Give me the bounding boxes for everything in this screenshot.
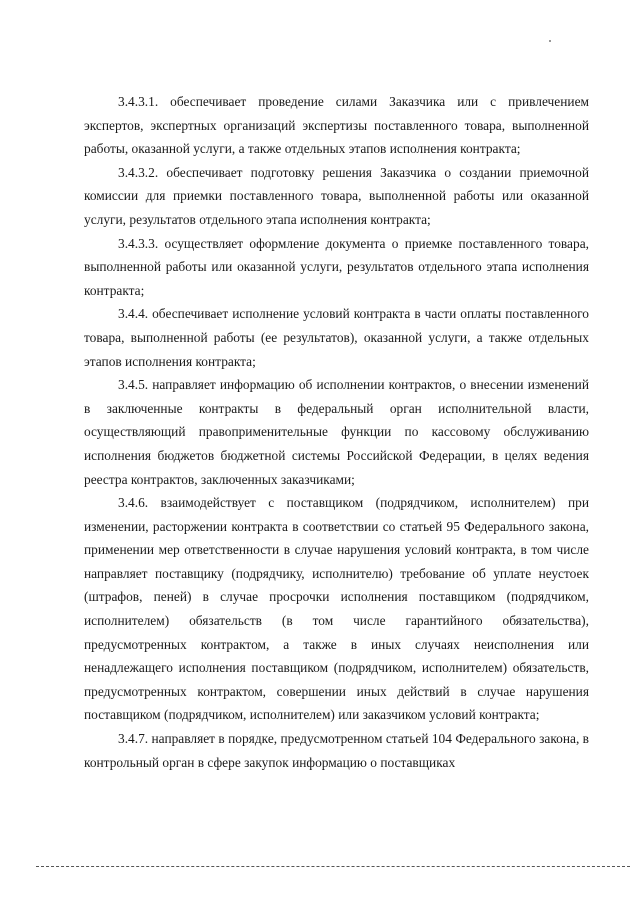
page-bottom-rule [36,866,630,867]
paragraph-3-4-5: 3.4.5. направляет информацию об исполнении контрактов, о внесении изменений в заключенные контракты в федеральный орган исполнительной власти, осуществляющий правоприменительные функции по кассовому обслуживанию исполнения бюджетов бюджетной системы Российской Федерации, в целях ведения реестра контрактов, заключенных заказчиками; [84,377,589,487]
document-body [84,90,589,774]
paragraph-3-4-6: 3.4.6. взаимодействует с поставщиком (подрядчиком, исполнителем) при изменении, расторжении контракта в соответствии со статьей 95 Федерального закона, применении мер ответственности в случае нарушения условий контракта, в том числе направляет поставщику (подрядчику, исполнителю) требование об уплате неустоек (штрафов, пеней) в случае просрочки исполнения поставщиком (подрядчиком, исполнителем) обязательств (в том числе гарантийного обязательства), предусмотренных контрактом, а также в иных случаях неисполнения или ненадлежащего исполнения поставщиком (подрядчиком, исполнителем) обязательств, предусмотренных контрактом, совершении иных действий в случае нарушения поставщиком (подрядчиком, исполнителем) или заказчиком условий контракта; [84,495,589,723]
paragraph-3-4-3-2: 3.4.3.2. обеспечивает подготовку решения Заказчика о создании приемочной комиссии для приемки поставленного товара, выполненной работы или оказанной услуги, результатов отдельного этапа исполнения контракта; [84,164,589,227]
paragraph-3-4-3-3: 3.4.3.3. осуществляет оформление документа о приемке поставленного товара, выполненной работы или оказанной услуги, результатов отдельного этапа исполнения контракта; [84,235,589,298]
paragraph-3-4-7: 3.4.7. направляет в порядке, предусмотренном статьей 104 Федерального закона, в контрольный орган в сфере закупок информацию о поставщиках [84,731,589,770]
scan-speck [549,40,551,42]
paragraph-3-4-4: 3.4.4. обеспечивает исполнение условий контракта в части оплаты поставленного товара, выполненной работы (ее результатов), оказанной услуги, а также отдельных этапов исполнения контракта; [84,306,589,369]
paragraph-3-4-3-1: 3.4.3.1. обеспечивает проведение силами Заказчика или с привлечением экспертов, экспертных организаций экспертизы поставленного товара, выполненной работы, оказанной услуги, а также отдельных этапов исполнения контракта; [84,94,589,157]
